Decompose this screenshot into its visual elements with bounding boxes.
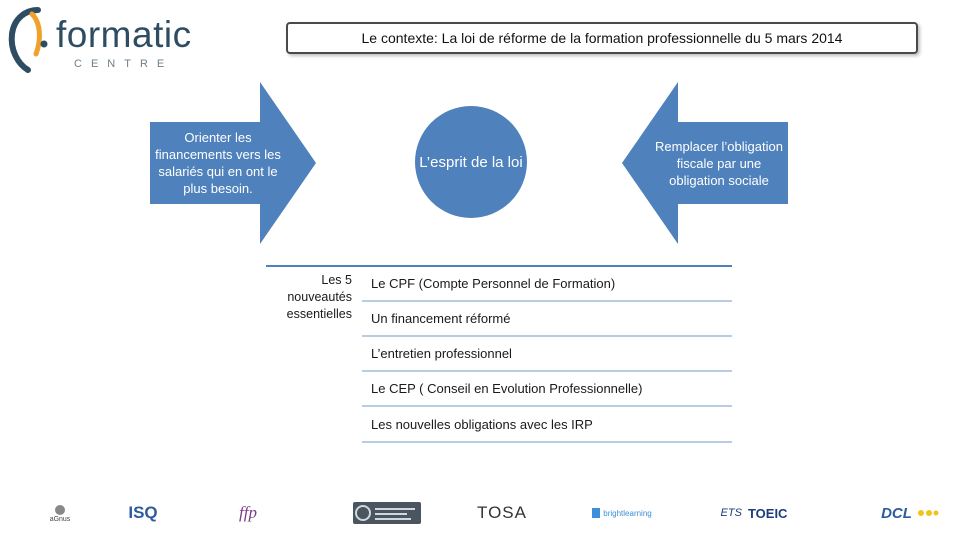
list-item: Le CPF (Compte Personnel de Formation) <box>362 267 732 302</box>
partner-name: TOSA <box>477 503 527 522</box>
partner-logo-dcl <box>868 496 952 530</box>
partner-logo-agnus <box>40 496 80 530</box>
list-item: Le CEP ( Conseil en Evolution Professionnelle) <box>362 372 732 407</box>
agnus-icon <box>52 504 68 516</box>
slide-title: Le contexte: La loi de réforme de la formation professionnelle du 5 mars 2014 <box>286 22 918 54</box>
partner-logo-isq <box>118 496 168 530</box>
dcl-stars-icon <box>915 506 939 520</box>
list-label: Les 5 nouveautés essentielles <box>286 273 352 321</box>
bright-icon <box>592 508 600 518</box>
logo-wordmark: formatic <box>56 14 192 55</box>
partner-logo-ets-toeic <box>712 496 796 530</box>
partner-logo-certification <box>352 496 422 530</box>
list-item: Un financement réformé <box>362 302 732 337</box>
list-item: Les nouvelles obligations avec les IRP <box>362 408 732 443</box>
left-arrow-box: Orienter les financements vers les salariés qui en ont le plus besoin. <box>150 122 286 204</box>
partner-logo-ffp <box>224 496 272 530</box>
certification-badge-icon <box>353 501 421 525</box>
partner-name: brightlearning <box>603 508 652 518</box>
partner-name: ISQ <box>128 503 158 522</box>
partner-name-ets: ETS <box>720 507 742 519</box>
center-circle: L’esprit de la loi <box>415 106 527 218</box>
partner-logo-bright <box>588 496 656 530</box>
list-item: L’entretien professionnel <box>362 337 732 372</box>
logo-subtitle: CENTRE <box>74 58 174 70</box>
partner-logo-tosa <box>470 496 534 530</box>
partner-name: ffp <box>239 503 257 522</box>
partner-name-toeic: TOEIC <box>747 505 788 521</box>
right-arrow-box: Remplacer l’obligation fiscale par une obligation sociale <box>650 122 788 204</box>
partner-name: DCL <box>881 504 912 522</box>
partner-name: aGnus <box>49 515 71 523</box>
